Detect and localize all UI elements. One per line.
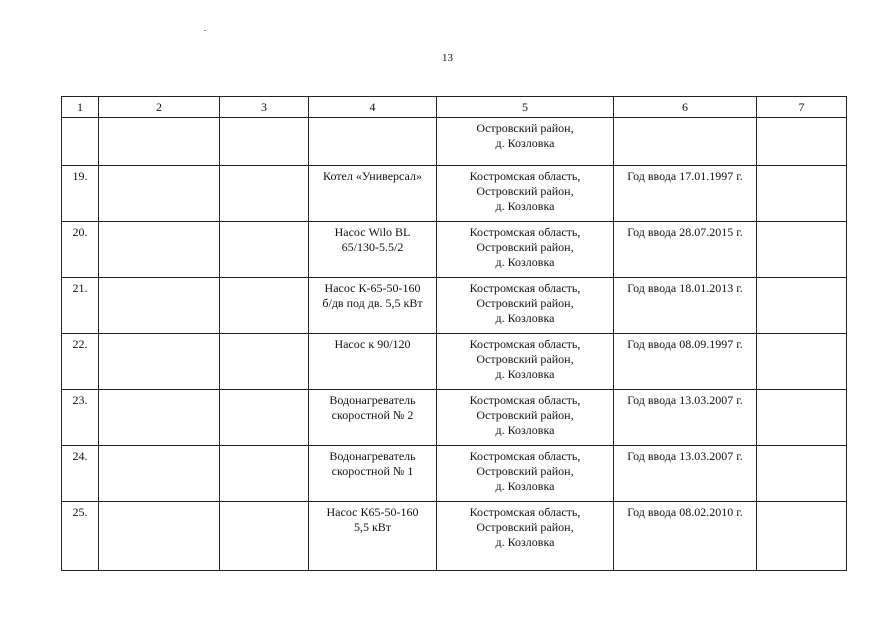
cell-col7 xyxy=(757,334,847,390)
cell-col2 xyxy=(99,222,220,278)
cell-num: 25. xyxy=(62,502,99,571)
column-header: 7 xyxy=(757,97,847,118)
cell-col3 xyxy=(220,222,309,278)
location-line: Костромская область, xyxy=(469,281,581,295)
table-row xyxy=(62,502,847,571)
cell-col7 xyxy=(757,390,847,446)
name-line: 5,5 кВт xyxy=(353,520,392,534)
cell-location xyxy=(437,334,614,390)
location-line: д. Козловка xyxy=(495,199,555,213)
cell-num xyxy=(62,118,99,166)
cell-name xyxy=(309,118,437,166)
name-line: Насос К65-50-160 xyxy=(326,505,419,519)
cell-name xyxy=(309,390,437,446)
cell-name xyxy=(309,502,437,571)
cell-num: 24. xyxy=(62,446,99,502)
cell-col2 xyxy=(99,390,220,446)
cell-col7 xyxy=(757,502,847,571)
column-header: 2 xyxy=(99,97,220,118)
column-header: 6 xyxy=(614,97,757,118)
location-line: д. Козловка xyxy=(495,423,555,437)
table-row xyxy=(62,278,847,334)
cell-location xyxy=(437,390,614,446)
cell-col3 xyxy=(220,334,309,390)
name-line: 65/130-5.5/2 xyxy=(341,240,404,254)
table-row xyxy=(62,446,847,502)
cell-location xyxy=(437,222,614,278)
location-line: д. Козловка xyxy=(495,136,555,150)
cell-col2 xyxy=(99,118,220,166)
cell-name xyxy=(309,334,437,390)
location-line: Островский район, xyxy=(476,240,574,254)
cell-col7 xyxy=(757,222,847,278)
name-line: скоростной № 2 xyxy=(331,408,414,422)
table-row xyxy=(62,166,847,222)
location-line: Костромская область, xyxy=(469,225,581,239)
location-line: Костромская область, xyxy=(469,449,581,463)
column-header: 1 xyxy=(62,97,99,118)
location-line: Островский район, xyxy=(476,464,574,478)
name-line: Водонагреватель xyxy=(329,449,416,463)
location-line: Костромская область, xyxy=(469,169,581,183)
cell-num: 23. xyxy=(62,390,99,446)
page-number: 13 xyxy=(442,52,453,64)
cell-col7 xyxy=(757,166,847,222)
cell-date: Год ввода 08.09.1997 г. xyxy=(614,334,757,390)
name-line: скоростной № 1 xyxy=(331,464,414,478)
cell-num: 20. xyxy=(62,222,99,278)
table-row-continuation xyxy=(62,118,847,166)
location-line: Островский район, xyxy=(476,296,574,310)
cell-location xyxy=(437,502,614,571)
cell-location xyxy=(437,118,614,166)
location-line: д. Козловка xyxy=(495,535,555,549)
cell-num: 19. xyxy=(62,166,99,222)
cell-name xyxy=(309,446,437,502)
cell-date: Год ввода 13.03.2007 г. xyxy=(614,390,757,446)
location-line: Островский район, xyxy=(476,520,574,534)
cell-col7 xyxy=(757,278,847,334)
table-row xyxy=(62,390,847,446)
location-line: д. Козловка xyxy=(495,255,555,269)
cell-name xyxy=(309,222,437,278)
cell-date: Год ввода 18.01.2013 г. xyxy=(614,278,757,334)
cell-location xyxy=(437,278,614,334)
cell-col2 xyxy=(99,166,220,222)
cell-col3 xyxy=(220,118,309,166)
cell-name xyxy=(309,166,437,222)
cell-date: Год ввода 17.01.1997 г. xyxy=(614,166,757,222)
location-line: Костромская область, xyxy=(469,337,581,351)
cell-col3 xyxy=(220,502,309,571)
equipment-table xyxy=(61,96,847,571)
cell-date: Год ввода 28.07.2015 г. xyxy=(614,222,757,278)
cell-num: 22. xyxy=(62,334,99,390)
table-row xyxy=(62,334,847,390)
cell-location xyxy=(437,446,614,502)
scan-speck xyxy=(204,30,206,31)
cell-date xyxy=(614,118,757,166)
column-header: 4 xyxy=(309,97,437,118)
location-line: д. Козловка xyxy=(495,311,555,325)
cell-col7 xyxy=(757,446,847,502)
cell-col2 xyxy=(99,446,220,502)
name-line: Водонагреватель xyxy=(329,393,416,407)
cell-col2 xyxy=(99,334,220,390)
cell-col3 xyxy=(220,446,309,502)
location-line: Костромская область, xyxy=(469,393,581,407)
location-line: д. Козловка xyxy=(495,367,555,381)
cell-location xyxy=(437,166,614,222)
location-line: д. Козловка xyxy=(495,479,555,493)
name-line: б/дв под дв. 5,5 кВт xyxy=(322,296,423,310)
cell-col2 xyxy=(99,278,220,334)
column-header: 5 xyxy=(437,97,614,118)
location-line: Островский район, xyxy=(476,121,574,135)
table-row xyxy=(62,222,847,278)
cell-col7 xyxy=(757,118,847,166)
name-line: Насос к 90/120 xyxy=(334,337,411,351)
column-header: 3 xyxy=(220,97,309,118)
cell-col3 xyxy=(220,390,309,446)
location-line: Островский район, xyxy=(476,352,574,366)
name-line: Котел «Универсал» xyxy=(323,169,422,183)
cell-date: Год ввода 13.03.2007 г. xyxy=(614,446,757,502)
cell-col3 xyxy=(220,166,309,222)
location-line: Костромская область, xyxy=(469,505,581,519)
location-line: Островский район, xyxy=(476,184,574,198)
location-line: Островский район, xyxy=(476,408,574,422)
cell-col2 xyxy=(99,502,220,571)
cell-col3 xyxy=(220,278,309,334)
name-line: Насос К-65-50-160 xyxy=(324,281,421,295)
header-row xyxy=(62,97,847,118)
cell-date: Год ввода 08.02.2010 г. xyxy=(614,502,757,571)
cell-num: 21. xyxy=(62,278,99,334)
name-line: Насос Wilo BL xyxy=(334,225,411,239)
cell-name xyxy=(309,278,437,334)
